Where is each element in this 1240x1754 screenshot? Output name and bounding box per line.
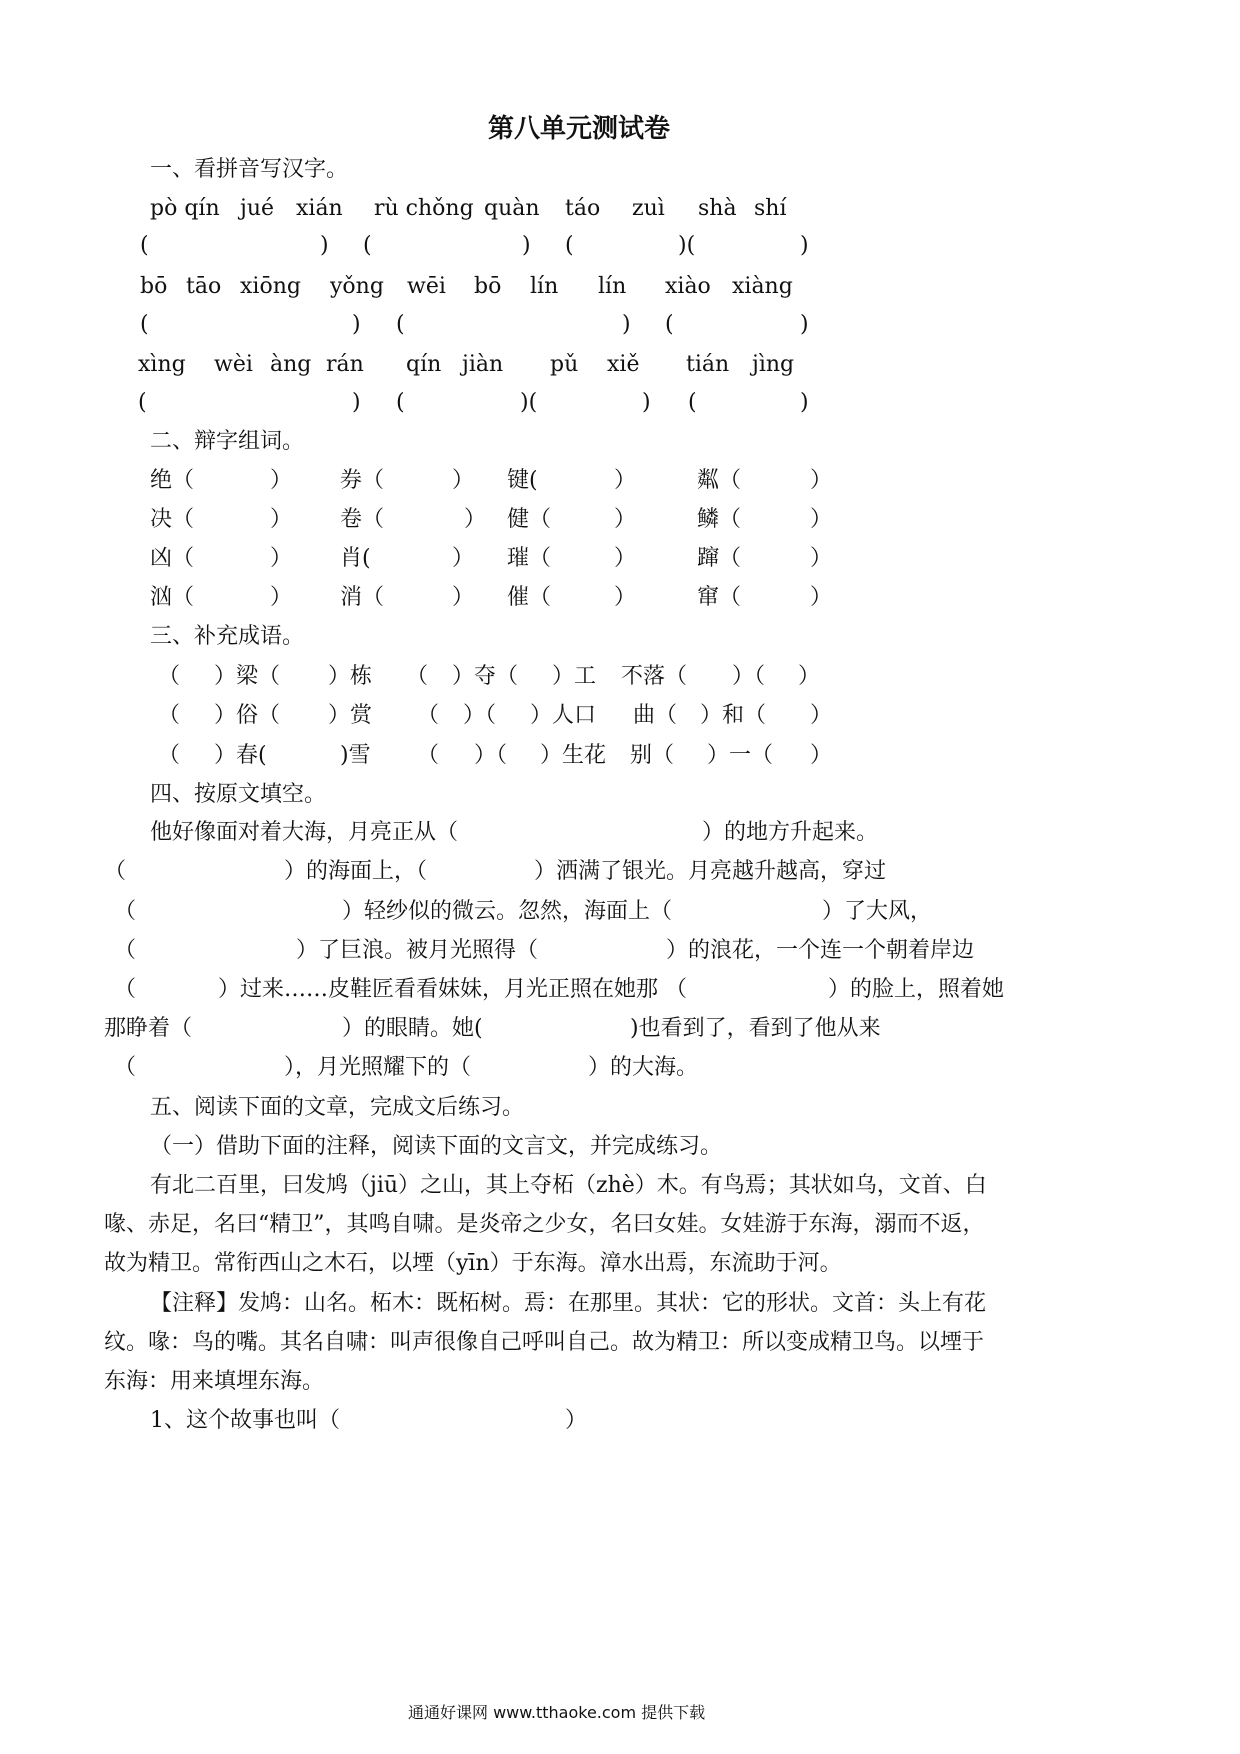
idiom-part: ）工 (552, 664, 597, 689)
cloze-text: （ (114, 977, 137, 1002)
pinyin: jìng (752, 352, 795, 377)
cloze-text: ）轻纱似的微云。忽然，海面上（ (342, 899, 673, 924)
idiom-part: 别（ (630, 743, 675, 768)
word-item: ） (464, 507, 487, 532)
cloze-text: （ (104, 859, 127, 884)
blank-open: ( (396, 312, 405, 337)
cloze-text: ）的眼睛。她( (342, 1016, 483, 1041)
cloze-text: （ (114, 938, 137, 963)
blank-close: ) (352, 390, 361, 415)
classical-text-line: 喙、赤足，名曰“精卫”，其鸣自啸。是炎帝之少女，名曰女娃。女娃游于东海，溺而不返， (104, 1212, 985, 1237)
cloze-text: ）过来……皮鞋匠看看妹妹，月光正照在她那 （ (218, 977, 687, 1002)
cloze-text: )也看到了，看到了他从来 (630, 1016, 881, 1041)
blank-open: ( (665, 312, 674, 337)
blank-close: ) (522, 233, 531, 258)
classical-text-line: 故为精卫。常衔西山之木石，以堙（yīn）于东海。漳水出焉，东流助于河。 (104, 1251, 842, 1276)
pinyin: xiàng (732, 274, 793, 299)
idiom-part: （ (406, 664, 429, 689)
word-item: 卷（ (340, 507, 385, 532)
blank-close: ) (642, 390, 651, 415)
word-item: 决（ (150, 507, 195, 532)
pinyin: pò qín (150, 196, 220, 221)
word-item: ） (270, 546, 293, 571)
idiom-part: )雪 (340, 743, 371, 768)
blank-close: ) (800, 312, 809, 337)
pinyin: wēi (407, 274, 446, 299)
cloze-text: ）的地方升起来。 (702, 820, 879, 845)
word-item: ） (810, 468, 833, 493)
pinyin: yǒng (330, 274, 384, 299)
pinyin: xián (296, 196, 343, 221)
blank-open: ( (396, 390, 405, 415)
pinyin: xìng (138, 352, 186, 377)
blank-open: ( (140, 233, 149, 258)
word-item: 粼（ (697, 468, 742, 493)
section2-heading: 二、辩字组词。 (150, 429, 305, 454)
pinyin: táo (565, 196, 601, 221)
pinyin: wèi (214, 352, 253, 377)
word-item: ） (614, 507, 637, 532)
idiom-part: ）（ (474, 743, 508, 768)
pinyin: rán (326, 352, 364, 377)
word-item: 蹿（ (697, 546, 742, 571)
idiom-part: 不落（ (621, 664, 688, 689)
word-item: ） (810, 546, 833, 571)
section1-heading: 一、看拼音写汉字。 (150, 157, 349, 182)
word-item: ） (810, 507, 833, 532)
pinyin: shà (698, 196, 737, 221)
word-item: ） (614, 468, 637, 493)
pinyin: quàn (484, 196, 540, 221)
idiom-part: ）俗（ (214, 703, 281, 728)
page-title: 第八单元测试卷 (488, 114, 671, 144)
word-item: 璀（ (507, 546, 552, 571)
word-item: ） (614, 585, 637, 610)
question-1: 1、这个故事也叫（ (150, 1408, 340, 1433)
idiom-part: ）赏 (328, 703, 373, 728)
idiom-part: （ (158, 664, 181, 689)
idiom-part: ）和（ (700, 703, 767, 728)
section5-heading: 五、阅读下面的文章，完成文后练习。 (150, 1095, 525, 1120)
cloze-text: ）的海面上，（ (284, 859, 428, 884)
pinyin: pǔ (550, 352, 579, 377)
pinyin: lín (530, 274, 559, 299)
idiom-part: ）生花 (540, 743, 607, 768)
blank-close: ) (800, 233, 809, 258)
blank-close-open: )( (520, 390, 538, 415)
blank-close: ) (622, 312, 631, 337)
idiom-part: （ (417, 743, 440, 768)
question-1-close: ） (565, 1408, 588, 1433)
idiom-part: （ (158, 703, 181, 728)
blank-close: ) (800, 390, 809, 415)
footer-text: 通通好课网 www.tthaoke.com 提供下载 (408, 1703, 706, 1722)
word-item: 肖( (340, 546, 371, 571)
word-item: 鳞（ (697, 507, 742, 532)
pinyin: bō (140, 274, 168, 299)
pinyin: qín (406, 352, 442, 377)
word-item: 凶（ (150, 546, 195, 571)
cloze-text: ）洒满了银光。月亮越升越高，穿过 (534, 859, 887, 884)
idiom-part: ） (798, 664, 821, 689)
blank-open: ( (688, 390, 697, 415)
idiom-part: ）一（ (707, 743, 774, 768)
cloze-text: ）的大海。 (588, 1055, 699, 1080)
notes-line: 【注释】发鸠：山名。柘木：既柘树。焉：在那里。其状：它的形状。文首：头上有花 (150, 1291, 987, 1316)
idiom-part: ）（ (463, 703, 497, 728)
blank-close: ) (352, 312, 361, 337)
idiom-part: ）梁（ (214, 664, 281, 689)
word-item: ） (452, 546, 475, 571)
word-item: 窜（ (697, 585, 742, 610)
word-item: ） (270, 585, 293, 610)
blank-close-open: )( (678, 233, 696, 258)
classical-text-line: 有北二百里，曰发鸠（jiū）之山，其上夺柘（zhè）木。有鸟焉；其状如乌，文首、白 (150, 1173, 987, 1198)
notes-line: 纹。喙：鸟的嘴。其名自啸：叫声很像自己呼叫自己。故为精卫：所以变成精卫鸟。以堙于 (104, 1330, 985, 1355)
cloze-text: 那睁着（ (104, 1016, 193, 1041)
cloze-text: ）了巨浪。被月光照得（ (296, 938, 539, 963)
word-item: ） (810, 585, 833, 610)
word-item: ） (270, 468, 293, 493)
notes-line: 东海：用来填埋东海。 (104, 1369, 325, 1394)
cloze-text: （ (114, 899, 137, 924)
word-item: 健（ (507, 507, 552, 532)
word-item: ） (270, 507, 293, 532)
cloze-text: （ (114, 1055, 137, 1080)
pinyin: rù chǒng (374, 196, 474, 221)
cloze-text: ）的浪花，一个连一个朝着岸边 (666, 938, 975, 963)
section5-subheading: （一）借助下面的注释，阅读下面的文言文，并完成练习。 (150, 1134, 723, 1159)
pinyin: jiàn (462, 352, 504, 377)
pinyin: xiào (665, 274, 711, 299)
word-item: 催（ (507, 585, 552, 610)
idiom-part: ） (810, 743, 833, 768)
pinyin: shí (754, 196, 787, 221)
idiom-part: ）春( (214, 743, 267, 768)
pinyin: jué (240, 196, 275, 221)
section3-heading: 三、补充成语。 (150, 624, 305, 649)
pinyin: tāo (186, 274, 222, 299)
idiom-part: （ (417, 703, 440, 728)
pinyin: xiōng (240, 274, 301, 299)
idiom-part: ）人口 (530, 703, 597, 728)
idiom-part: ）（ (732, 664, 766, 689)
idiom-part: ）夺（ (452, 664, 519, 689)
cloze-text: 他好像面对着大海，月亮正从（ (150, 820, 459, 845)
pinyin: lín (598, 274, 627, 299)
pinyin: tián (686, 352, 730, 377)
blank-open: ( (565, 233, 574, 258)
word-item: ） (614, 546, 637, 571)
pinyin: àng (270, 352, 312, 377)
pinyin: xiě (607, 352, 640, 377)
blank-close: ) (320, 233, 329, 258)
word-item: ） (452, 585, 475, 610)
word-item: 券（ (340, 468, 385, 493)
word-item: 汹（ (150, 585, 195, 610)
cloze-text: ）了大风， (822, 899, 933, 924)
idiom-part: ）栋 (328, 664, 373, 689)
cloze-text: ）的脸上，照着她 (828, 977, 1005, 1002)
word-item: 消（ (340, 585, 385, 610)
idiom-part: 曲（ (633, 703, 678, 728)
word-item: ） (452, 468, 475, 493)
blank-open: ( (363, 233, 372, 258)
idiom-part: （ (158, 743, 181, 768)
pinyin: bō (474, 274, 502, 299)
word-item: 绝（ (150, 468, 195, 493)
idiom-part: ） (810, 703, 833, 728)
blank-open: ( (140, 312, 149, 337)
blank-open: ( (138, 390, 147, 415)
cloze-text: ），月光照耀下的（ (284, 1055, 472, 1080)
word-item: 键( (507, 468, 538, 493)
pinyin: zuì (632, 196, 665, 221)
section4-heading: 四、按原文填空。 (150, 782, 327, 807)
